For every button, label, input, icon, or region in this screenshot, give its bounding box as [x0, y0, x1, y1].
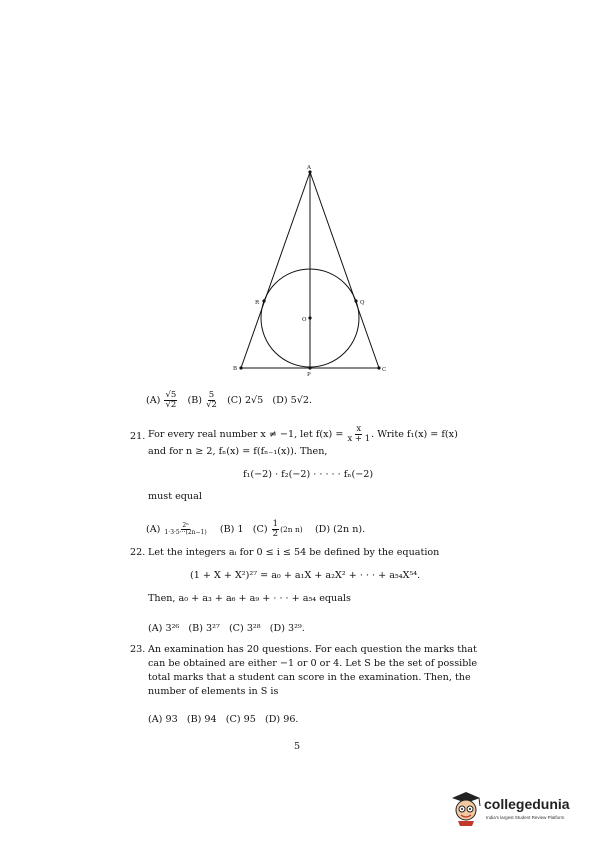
page-number: 5 — [294, 741, 301, 752]
q20-options — [146, 391, 312, 410]
q20-opt-a-label: (A) — [146, 395, 161, 406]
q21-line1: For every real number x ≠ −1, let f(x) = $\frac{x}{x + 1}$ . Write f₁(x) = f(x) — [148, 424, 458, 444]
q22-options: (A) 3²⁶ (B) 3²⁷ (C) 3²⁸ (D) 3²⁹. — [148, 623, 305, 634]
logo-tagline: India's largest Student Review Platform — [486, 815, 565, 820]
q21-opt-a-frac: $\frac{\text{2ⁿ}}{1\cdot 3\cdot 5\cdot\cdot\cdot(2n-1)}$ — [164, 521, 207, 536]
q21-options: (A) $\frac{\text{2ⁿ}}{1\cdot 3\cdot 5\cdot\cdot\cdot(2n-1)}$ (B) 1 (C) $\frac{1}{2}$ (2n n) (D) (2n n). — [146, 519, 366, 539]
q23-line2: can be obtained are either −1 or 0 or 4. Let S be the set of possible — [148, 658, 478, 669]
q21-opt-c-frac: $\frac{1}{2}$ — [272, 519, 279, 539]
label-q: Q — [360, 300, 365, 306]
label-c: C — [382, 367, 387, 373]
q20-opt-a-frac: $\frac{√5}{√2}$ — [165, 390, 177, 410]
q22-line1: Let the integers aᵢ for 0 ≤ i ≤ 54 be defined by the equation — [148, 547, 440, 558]
collegedunia-logo — [448, 788, 588, 828]
student-mascot-icon — [448, 788, 484, 826]
q21-opt-d: (D) (2n n). — [314, 524, 366, 535]
label-b: B — [233, 366, 238, 372]
label-o: O — [302, 317, 307, 323]
q20-opt-d: (D) 5√2. — [272, 395, 313, 406]
q23-options: (A) 93 (B) 94 (C) 95 (D) 96. — [148, 714, 299, 725]
point-b — [239, 366, 242, 369]
q23-number: 23. — [130, 644, 146, 655]
label-a: A — [307, 165, 311, 171]
q21-opt-c-binom: (2n n) — [280, 525, 303, 534]
q22-display: (1 + X + X²)²⁷ = a₀ + a₁X + a₂X² + · · · + a₅₄X⁵⁴. — [190, 570, 421, 581]
q20-opt-c: (C) 2√5 — [227, 395, 264, 406]
q23-line4: number of elements in S is — [148, 686, 279, 697]
q20-opt-b-frac: $\frac{5}{√2}$ — [206, 390, 217, 410]
point-r — [262, 299, 265, 302]
q23-line3: total marks that a student can score in the examination. Then, the — [148, 672, 471, 683]
logo-name: collegedunia — [484, 796, 570, 812]
q21-frac: $\frac{x}{x + 1}$ — [347, 424, 371, 444]
q21-number: 21. — [130, 431, 146, 442]
label-p: P — [307, 372, 311, 378]
q22-number: 22. — [130, 547, 146, 558]
q20-opt-b-label: (B) — [187, 395, 203, 406]
q23-line1: An examination has 20 questions. For each question the marks that — [148, 644, 477, 655]
q21-opt-b: (B) 1 — [219, 524, 244, 535]
q21-display: f₁(−2) · f₂(−2) · · · · · fₙ(−2) — [243, 469, 374, 480]
point-c — [377, 366, 380, 369]
point-q — [354, 299, 357, 302]
q21-line3: must equal — [148, 491, 202, 502]
label-r: R — [255, 300, 260, 306]
point-p — [308, 366, 311, 369]
q22-line2: Then, a₀ + a₃ + a₆ + a₉ + · · · + a₅₄ equals — [148, 593, 351, 604]
q21-line2: and for n ≥ 2, fₙ(x) = f(fₙ₋₁(x)). Then, — [148, 446, 328, 457]
point-o — [308, 316, 311, 319]
